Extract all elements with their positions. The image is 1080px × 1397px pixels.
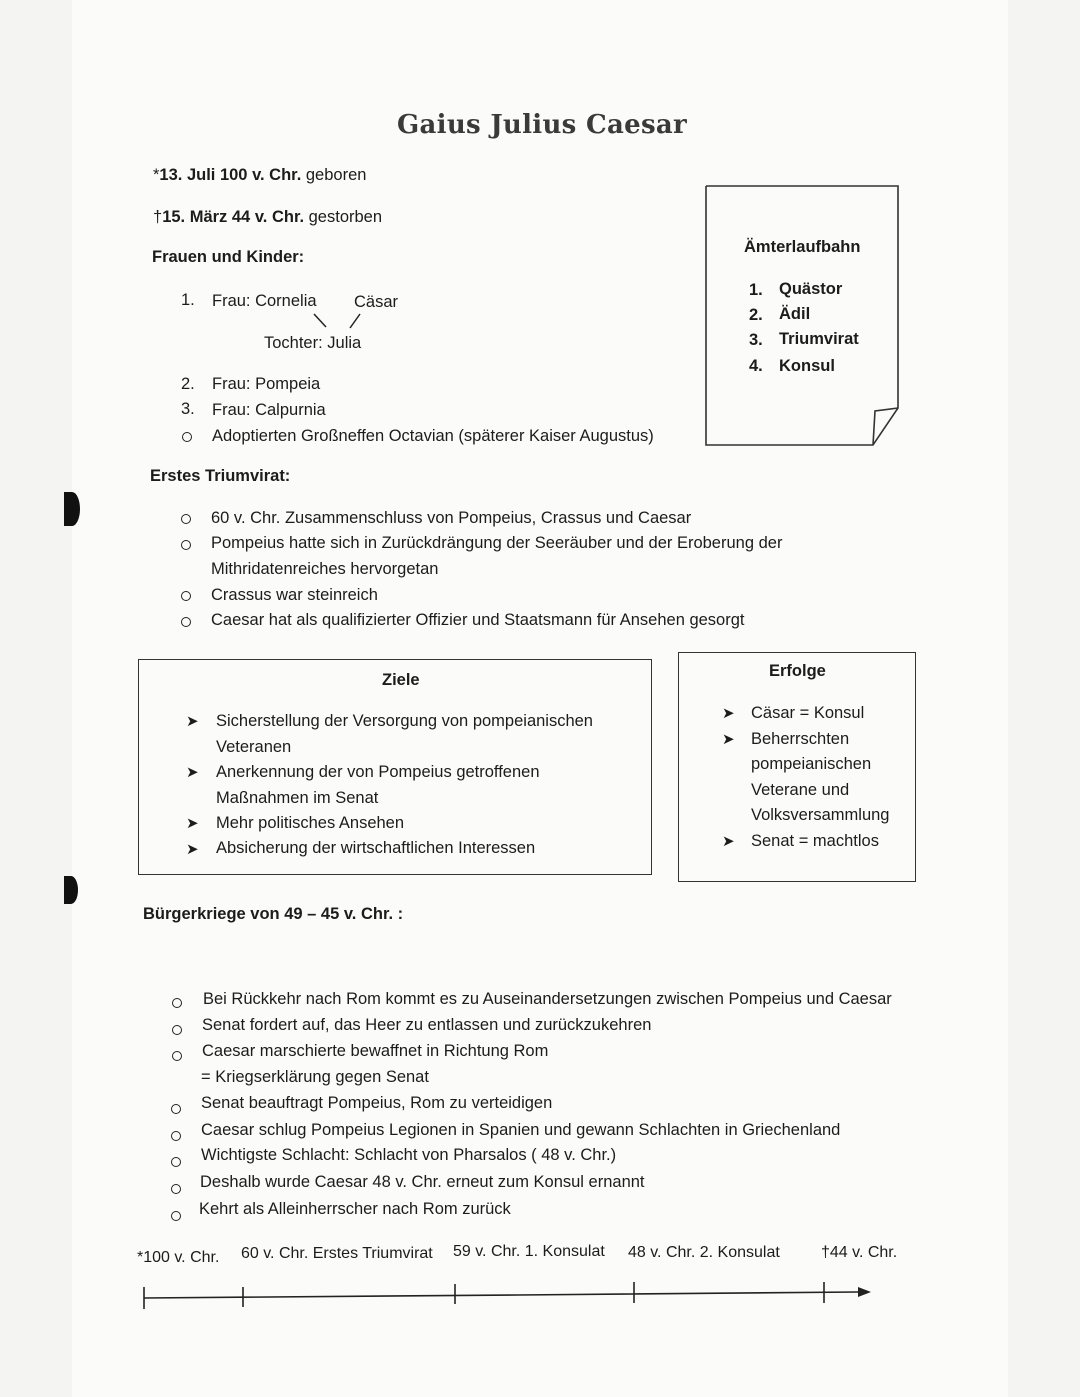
triumvirate-heading: Erstes Triumvirat: (150, 467, 291, 485)
career-item-4: Konsul (779, 357, 835, 375)
adopted-son: Adoptierten Großneffen Octavian (späterer Kaiser Augustus) (212, 427, 654, 445)
successes-heading: Erfolge (769, 662, 826, 680)
death-date: 15. März 44 v. Chr. (162, 208, 305, 226)
birth-line (153, 166, 366, 185)
success-2b: pompeianischen (751, 755, 872, 773)
civilwar-heading: Bürgerkriege von 49 – 45 v. Chr. : (143, 905, 404, 923)
bullet-icon (171, 1157, 181, 1167)
bullet-icon (181, 540, 191, 550)
wife3-number: 3. (181, 400, 195, 418)
triumvirate-point-2a: Pompeius hatte sich in Zurückdrängung der Seeräuber und der Eroberung der (211, 534, 783, 552)
career-num-4: 4. (749, 357, 763, 375)
bullet-icon (172, 998, 182, 1008)
bullet-icon (172, 1051, 182, 1061)
bullet-icon (171, 1104, 181, 1114)
civilwar-point-6: Wichtigste Schlacht: Schlacht von Pharsalos ( 48 v. Chr.) (201, 1146, 617, 1164)
arrow-bullet-icon: ➤ (722, 705, 735, 722)
career-num-3: 3. (749, 331, 763, 349)
career-item-3: Triumvirat (779, 330, 859, 348)
civilwar-point-7: Deshalb wurde Caesar 48 v. Chr. erneut zum Konsul ernannt (200, 1173, 645, 1191)
arrow-bullet-icon: ➤ (186, 815, 199, 832)
civilwar-point-2: Senat fordert auf, das Heer zu entlassen und zurückzukehren (202, 1016, 652, 1034)
birth-text: geboren (301, 166, 367, 184)
bullet-icon (182, 432, 192, 442)
career-item-2: Ädil (779, 305, 811, 323)
goal-1a: Sicherstellung der Versorgung von pompeianischen (216, 712, 593, 730)
bullet-icon (171, 1211, 181, 1221)
wife1-number: 1. (181, 291, 195, 309)
caesar-label: Cäsar (354, 293, 399, 311)
bullet-icon (171, 1184, 181, 1194)
goal-2a: Anerkennung der von Pompeius getroffenen (216, 763, 540, 781)
death-text: gestorben (304, 208, 383, 226)
civilwar-point-4: Senat beauftragt Pompeius, Rom zu verteidigen (201, 1094, 553, 1112)
birth-star: * (153, 166, 160, 184)
triumvirate-point-1: 60 v. Chr. Zusammenschluss von Pompeius, Crassus und Caesar (211, 509, 692, 527)
civilwar-point-1: Bei Rückkehr nach Rom kommt es zu Auseinandersetzungen zwischen Pompeius und Caesar (203, 990, 892, 1008)
bullet-icon (172, 1025, 182, 1035)
goal-3: Mehr politisches Ansehen (216, 814, 405, 832)
birth-date: 13. Juli 100 v. Chr. (159, 166, 302, 184)
goal-1b: Veteranen (216, 738, 292, 756)
arrow-bullet-icon: ➤ (186, 841, 199, 858)
triumvirate-point-4: Caesar hat als qualifizierter Offizier und Staatsmann für Ansehen gesorgt (211, 611, 745, 629)
timeline-label-triumvirate: 60 v. Chr. Erstes Triumvirat (241, 1245, 433, 1262)
wife2: Frau: Pompeia (212, 375, 321, 393)
goal-2b: Maßnahmen im Senat (216, 789, 379, 807)
timeline-label-birth: *100 v. Chr. (137, 1249, 220, 1266)
arrow-bullet-icon: ➤ (722, 833, 735, 850)
civilwar-point-5: Caesar schlug Pompeius Legionen in Spanien und gewann Schlachten in Griechenland (201, 1121, 841, 1139)
daughter: Tochter: Julia (264, 334, 362, 352)
civilwar-point-3b: = Kriegserklärung gegen Senat (201, 1068, 429, 1086)
success-2d: Volksversammlung (751, 806, 890, 824)
death-line (153, 208, 382, 227)
career-num-1: 1. (749, 281, 763, 299)
success-2a: Beherrschten (751, 730, 850, 748)
bullet-icon (171, 1131, 181, 1141)
wife3: Frau: Calpurnia (212, 401, 326, 419)
goal-4: Absicherung der wirtschaftlichen Interessen (216, 839, 536, 857)
career-item-1: Quästor (779, 280, 843, 298)
timeline-label-consul-2: 48 v. Chr. 2. Konsulat (628, 1244, 780, 1261)
page-title: Gaius Julius Caesar (397, 110, 688, 140)
triumvirate-point-2b: Mithridatenreiches hervorgetan (211, 560, 439, 578)
success-1: Cäsar = Konsul (751, 704, 865, 722)
arrow-bullet-icon: ➤ (722, 731, 735, 748)
timeline-label-consul-1: 59 v. Chr. 1. Konsulat (453, 1243, 605, 1260)
civilwar-point-8: Kehrt als Alleinherrscher nach Rom zurück (199, 1200, 511, 1218)
bullet-icon (181, 617, 191, 627)
career-num-2: 2. (749, 306, 763, 324)
goals-heading: Ziele (382, 671, 420, 689)
bullet-icon (181, 514, 191, 524)
punch-hole-bottom (64, 876, 78, 904)
triumvirate-point-3: Crassus war steinreich (211, 586, 378, 604)
death-cross: † (153, 208, 163, 226)
civilwar-point-3: Caesar marschierte bewaffnet in Richtung Rom (202, 1042, 549, 1060)
wife2-number: 2. (181, 375, 195, 393)
career-heading: Ämterlaufbahn (744, 238, 861, 256)
family-tree-lines (300, 312, 380, 334)
timeline-axis (138, 1278, 878, 1314)
arrow-bullet-icon: ➤ (186, 764, 199, 781)
timeline-label-death: †44 v. Chr. (821, 1244, 898, 1261)
arrow-bullet-icon: ➤ (186, 713, 199, 730)
success-2c: Veterane und (751, 781, 850, 799)
wife1: Frau: Cornelia (212, 292, 317, 310)
success-3: Senat = machtlos (751, 832, 879, 850)
family-heading: Frauen und Kinder: (152, 248, 305, 266)
punch-hole-top (64, 492, 80, 526)
bullet-icon (181, 591, 191, 601)
